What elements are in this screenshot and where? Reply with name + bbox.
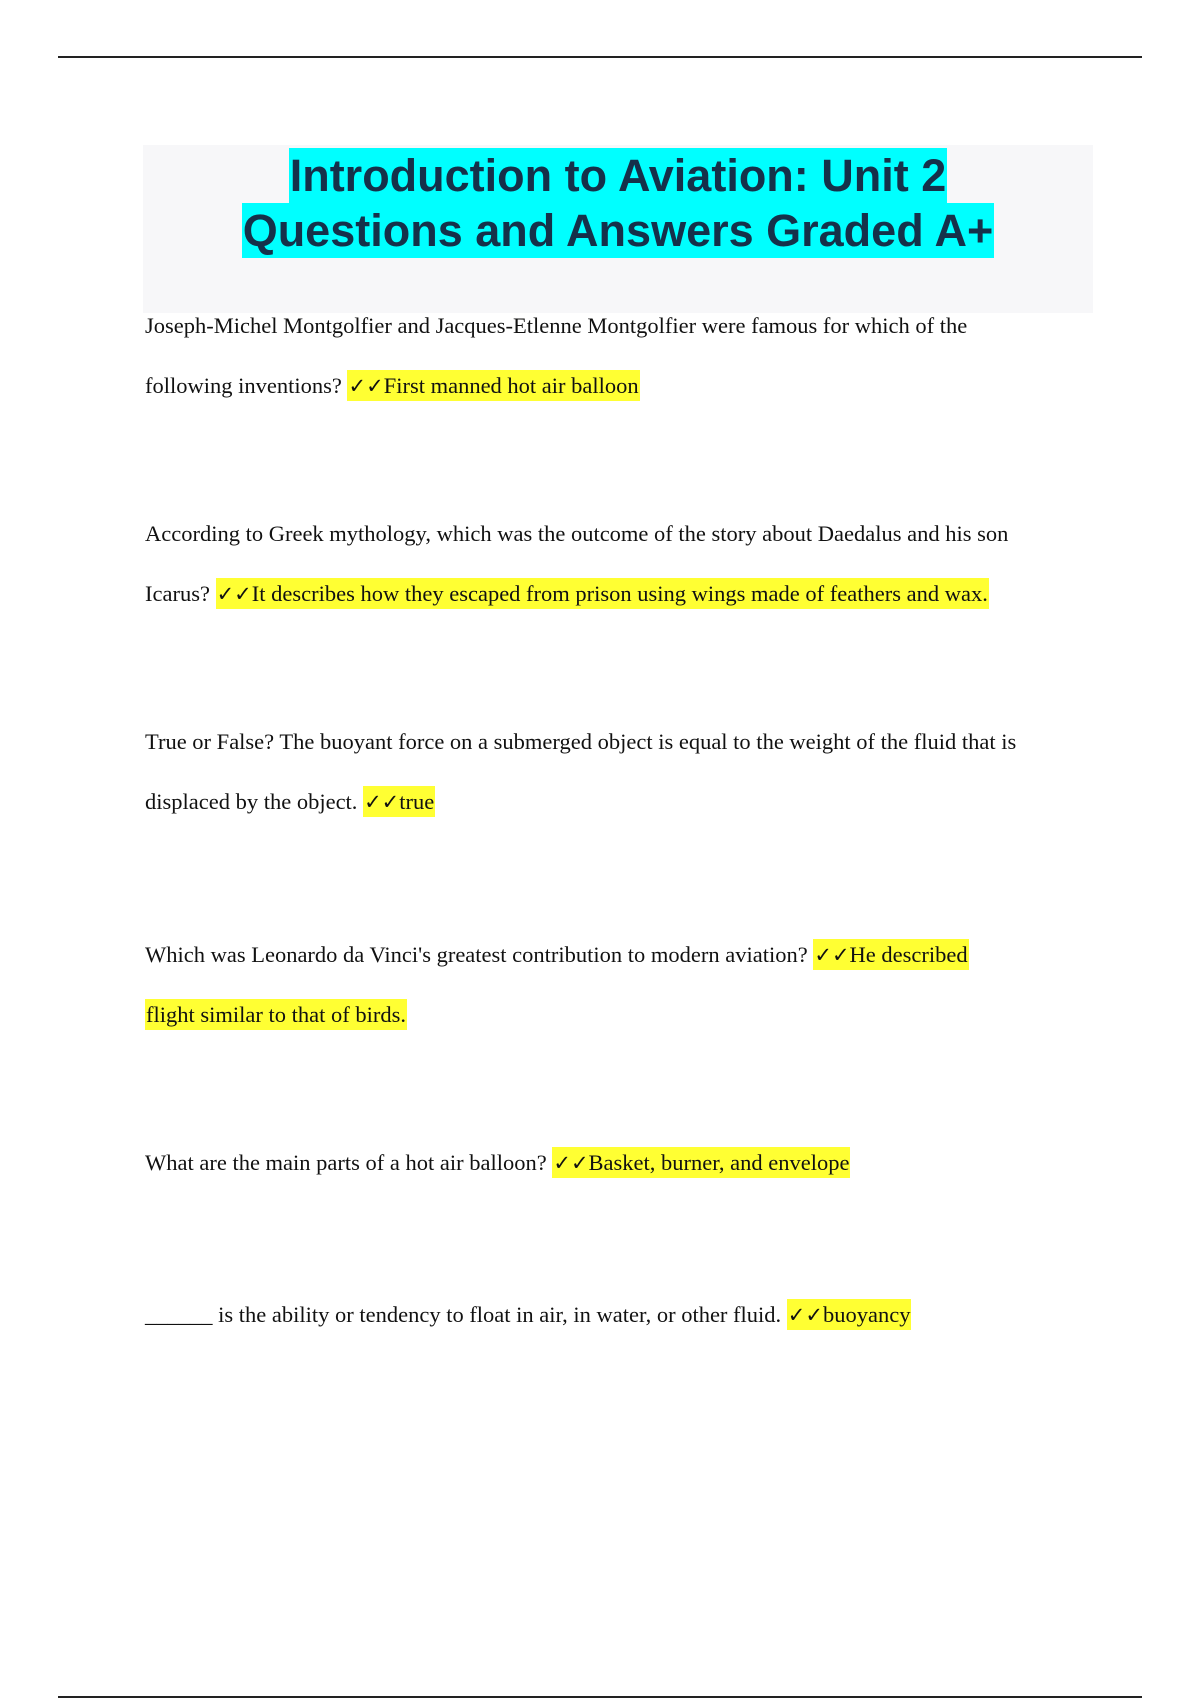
answer-text: flight similar to that of birds. (146, 1002, 406, 1027)
answer-highlight (363, 786, 435, 817)
question-text: Joseph-Michel Montgolfier and Jacques-Etlenne Montgolfier were famous for which of the (145, 313, 968, 338)
title-block (143, 145, 1093, 313)
double-check-icon: ✓✓ (364, 790, 400, 814)
document-title-line-1: Introduction to Aviation: Unit 2 (289, 150, 947, 201)
double-check-icon: ✓✓ (787, 1303, 823, 1327)
double-check-icon: ✓✓ (553, 1151, 589, 1175)
answer-highlight (813, 939, 968, 970)
answer-text: It describes how they escaped from prison using wings made of feathers and wax. (251, 581, 988, 606)
qa-item-1 (145, 296, 1095, 416)
question-text: following inventions? (145, 373, 348, 398)
question-text: What are the main parts of a hot air balloon? (145, 1150, 553, 1175)
answer-highlight (787, 1299, 912, 1330)
qa-item-5 (145, 1133, 1095, 1193)
question-text: displaced by the object. (145, 789, 364, 814)
question-text: Icarus? (145, 581, 216, 606)
answer-highlight (552, 1147, 850, 1178)
bottom-rule (58, 1696, 1142, 1698)
top-rule (58, 56, 1142, 58)
qa-item-6 (145, 1285, 1095, 1345)
answer-text: Basket, burner, and envelope (588, 1150, 850, 1175)
answer-text: First manned hot air balloon (383, 373, 639, 398)
answer-highlight (145, 999, 407, 1030)
double-check-icon: ✓✓ (348, 374, 384, 398)
question-text: ______ is the ability or tendency to float in air, in water, or other fluid. (145, 1302, 787, 1327)
question-text: Which was Leonardo da Vinci's greatest contribution to modern aviation? (145, 942, 814, 967)
answer-text: true (399, 789, 435, 814)
answer-text: buoyancy (823, 1302, 911, 1327)
qa-item-4 (145, 925, 1095, 1045)
question-text: True or False? The buoyant force on a submerged object is equal to the weight of the fluid that is (145, 729, 1017, 754)
answer-highlight (216, 578, 989, 609)
double-check-icon: ✓✓ (814, 943, 850, 967)
answer-highlight (347, 370, 639, 401)
qa-item-3 (145, 712, 1095, 832)
question-text: According to Greek mythology, which was the outcome of the story about Daedalus and his son (145, 521, 1009, 546)
document-title-line-2: Questions and Answers Graded A+ (242, 205, 994, 256)
answer-text: He described (849, 942, 968, 967)
double-check-icon: ✓✓ (216, 582, 252, 606)
qa-item-2 (145, 504, 1095, 624)
